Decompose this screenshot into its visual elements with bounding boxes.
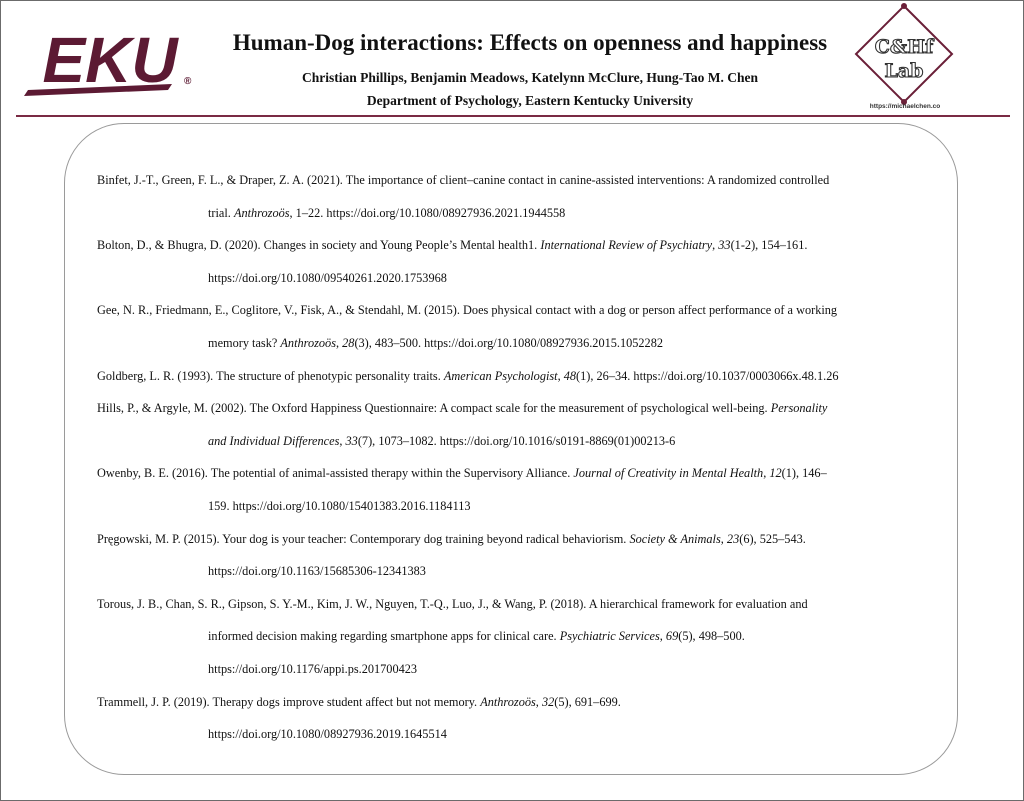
reference-text: ,: [720, 531, 727, 546]
reference-text: Torous, J. B., Chan, S. R., Gipson, S. Y.-M., Kim, J. W., Nguyen, T.-Q., Luo, J., & Wang, P. (2018). A hierarchical framework for evaluation and: [97, 596, 808, 611]
reference-text: Pręgowski, M. P. (2015). Your dog is your teacher: Contemporary dog training beyond radical behaviorism.: [97, 531, 630, 546]
reference-line: [97, 392, 927, 425]
reference-entry: [97, 229, 927, 294]
reference-text: https://doi.org/10.1163/15685306-12341383: [208, 564, 426, 579]
reference-text: Hills, P., & Argyle, M. (2002). The Oxford Happiness Questionnaire: A compact scale for the measurement of psychological well-being.: [97, 401, 771, 416]
reference-italic-text: 48: [563, 368, 577, 383]
reference-line: [97, 653, 927, 686]
reference-list: [97, 164, 927, 751]
reference-italic-text: Journal of Creativity in Mental Health: [573, 466, 764, 481]
reference-line: [97, 164, 927, 197]
reference-entry: [97, 686, 927, 751]
poster-title: Human-Dog interactions: Effects on openness and happiness: [232, 30, 828, 55]
reference-text: ,: [763, 466, 770, 481]
reference-italic-text: 33: [718, 238, 731, 253]
reference-line: [97, 718, 927, 751]
reference-entry: [97, 523, 927, 588]
reference-line: [97, 197, 927, 230]
reference-italic-text: Society & Animals: [629, 531, 721, 546]
reference-italic-text: 32: [541, 694, 555, 709]
reference-line: [97, 327, 927, 360]
reference-text: , 1–22. https://doi.org/10.1080/08927936.2021.1944558: [289, 205, 566, 220]
reference-italic-text: 12: [769, 466, 782, 481]
reference-text: ,: [659, 629, 666, 644]
reference-text: https://doi.org/10.1080/09540261.2020.1753968: [208, 270, 447, 285]
reference-text: (5), 691–699.: [554, 694, 621, 709]
reference-text: Owenby, B. E. (2016). The potential of animal-assisted therapy within the Supervisory Alliance.: [97, 466, 574, 481]
reference-entry: [97, 294, 927, 359]
reference-line: [97, 686, 927, 719]
reference-text: (6), 525–543.: [739, 531, 806, 546]
reference-entry: [97, 164, 927, 229]
reference-italic-text: American Psychologist: [443, 368, 558, 383]
affiliation: Department of Psychology, Eastern Kentucky University: [366, 93, 694, 108]
reference-italic-text: 33: [345, 433, 358, 448]
reference-text: 159. https://doi.org/10.1080/15401383.2016.1184113: [208, 498, 471, 513]
reference-line: [97, 588, 927, 621]
reference-entry: [97, 457, 927, 522]
eku-logo: [22, 26, 198, 100]
reference-italic-text: 28: [342, 335, 355, 350]
reference-text: (1), 26–34. https://doi.org/10.1037/0003066x.48.1.26: [576, 368, 839, 383]
reference-entry: [97, 360, 927, 393]
reference-text: ,: [335, 335, 343, 350]
reference-text: Gee, N. R., Friedmann, E., Coglitore, V., Fisk, A., & Stendahl, M. (2015). Does physical contact with a dog or person affect performance of a working: [97, 303, 838, 318]
reference-italic-text: Anthrozoös: [480, 694, 536, 709]
reference-text: memory task?: [208, 335, 281, 350]
lab-logo-line2: Lab: [884, 60, 924, 82]
reference-italic-text: Anthrozoös: [233, 205, 290, 220]
reference-entry: [97, 588, 927, 686]
reference-line: [97, 425, 927, 458]
reference-line: [97, 523, 927, 556]
reference-text: (1-2), 154–161.: [730, 238, 808, 253]
reference-text: (5), 498–500.: [678, 629, 745, 644]
lab-url: https://michaelchen.co: [869, 103, 941, 110]
reference-italic-text: Personality: [770, 401, 828, 416]
reference-line: [97, 294, 927, 327]
reference-line: [97, 457, 927, 490]
reference-text: trial.: [208, 205, 234, 220]
reference-text: ,: [339, 433, 346, 448]
reference-text: https://doi.org/10.1080/08927936.2019.1645514: [208, 727, 447, 742]
registered-mark: ®: [184, 76, 192, 87]
reference-line: [97, 229, 927, 262]
header-divider: [16, 115, 1010, 117]
reference-text: Goldberg, L. R. (1993). The structure of phenotypic personality traits.: [97, 368, 444, 383]
reference-entry: [97, 392, 927, 457]
reference-italic-text: International Review of Psychiatry: [540, 238, 713, 253]
reference-italic-text: and Individual Differences: [208, 433, 340, 448]
reference-text: Bolton, D., & Bhugra, D. (2020). Changes in society and Young People’s Mental health1.: [97, 238, 541, 253]
reference-italic-text: Anthrozoös: [280, 335, 336, 350]
reference-italic-text: 69: [665, 629, 679, 644]
reference-text: ,: [535, 694, 542, 709]
reference-text: (1), 146–: [781, 466, 827, 481]
reference-text: ,: [712, 238, 719, 253]
reference-text: informed decision making regarding smartphone apps for clinical care.: [208, 629, 560, 644]
reference-line: [97, 360, 927, 393]
lab-logo: [852, 2, 956, 106]
reference-italic-text: 23: [726, 531, 740, 546]
author-list: Christian Phillips, Benjamin Meadows, Katelynn McClure, Hung-Tao M. Chen: [301, 70, 759, 85]
reference-text: Binfet, J.-T., Green, F. L., & Draper, Z. A. (2021). The importance of client–canine contact in canine-assisted interventions: A randomized controlled: [97, 173, 830, 187]
reference-text: (7), 1073–1082. https://doi.org/10.1016/s0191-8869(01)00213-6: [357, 433, 676, 448]
reference-line: [97, 620, 927, 653]
reference-text: Trammell, J. P. (2019). Therapy dogs improve student affect but not memory.: [97, 694, 481, 709]
lab-logo-line1: C&Hf: [874, 36, 934, 58]
reference-line: [97, 555, 927, 588]
reference-line: [97, 262, 927, 295]
reference-italic-text: Psychiatric Services: [559, 629, 660, 644]
reference-line: [97, 490, 927, 523]
reference-text: (3), 483–500. https://doi.org/10.1080/08927936.2015.1052282: [354, 335, 664, 350]
reference-text: ,: [557, 368, 564, 383]
eku-logo-text: EKU: [42, 26, 178, 96]
reference-text: https://doi.org/10.1176/appi.ps.201700423: [208, 661, 418, 676]
